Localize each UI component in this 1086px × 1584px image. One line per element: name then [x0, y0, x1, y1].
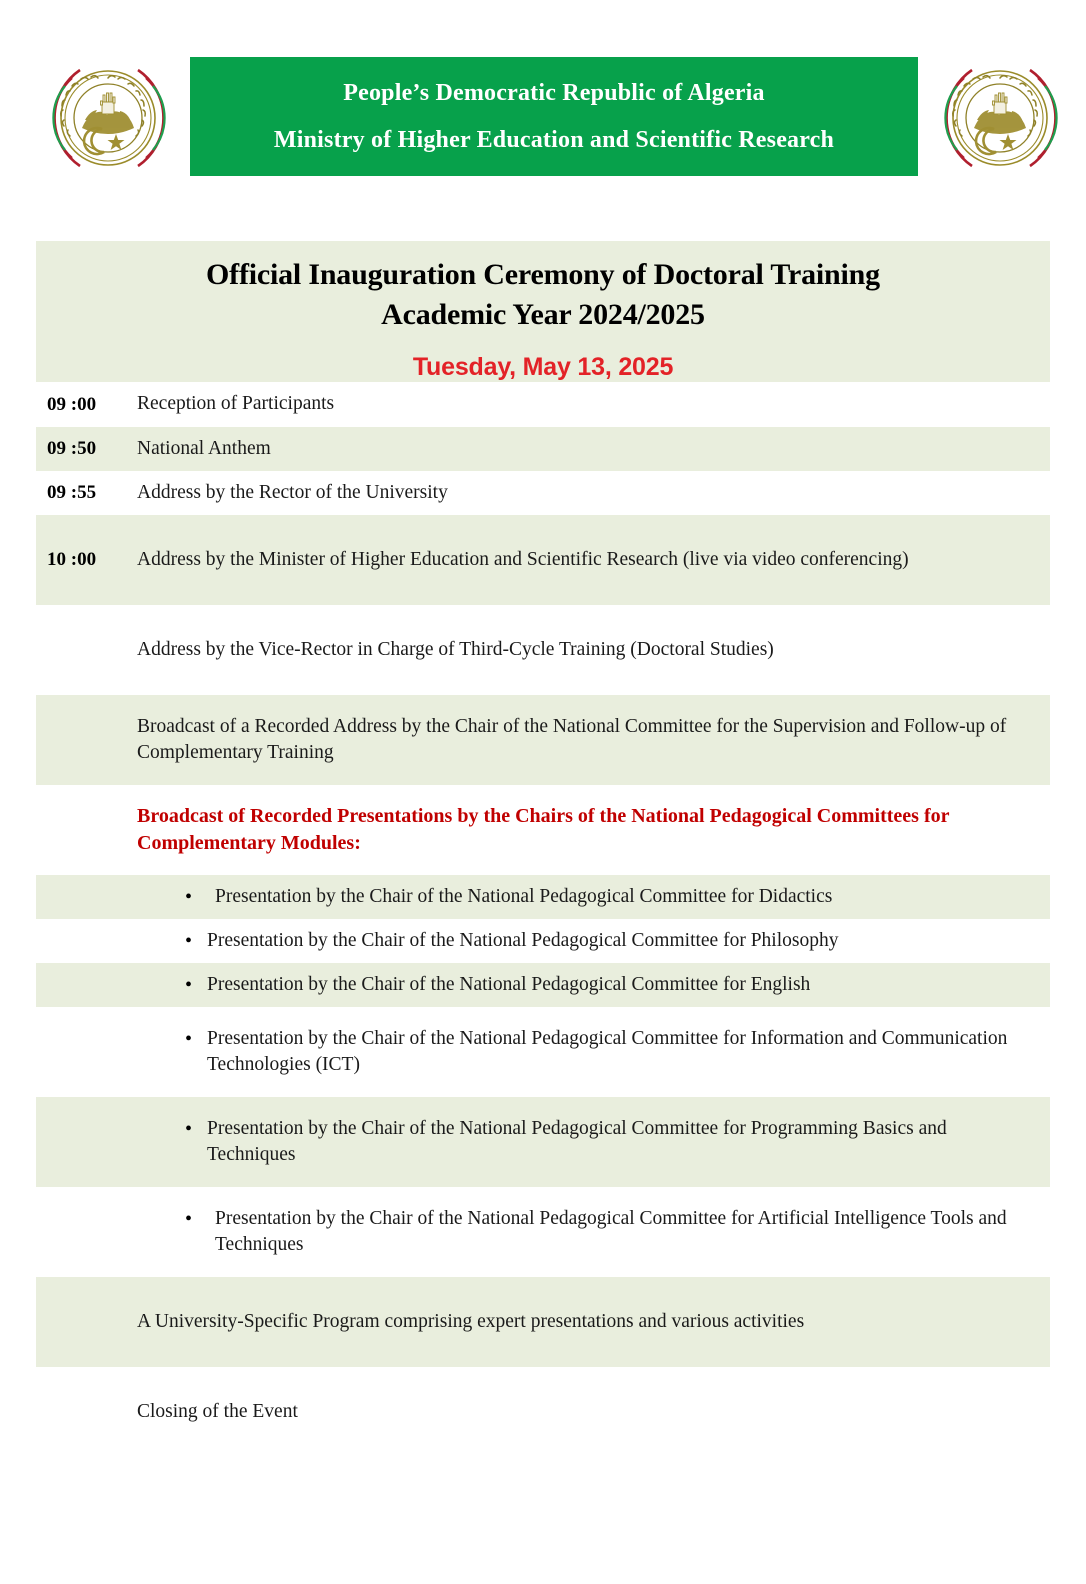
- row-description: Broadcast of a Recorded Address by the Chair of the National Committee for the Supervision and Follow-up of Complementary Training: [137, 715, 1007, 763]
- list-item: [36, 1097, 1050, 1187]
- row-time: 09 :55: [47, 482, 97, 503]
- row-description: Presentation by the Chair of the National Pedagogical Committee for English: [207, 973, 811, 995]
- row-description: Presentation by the Chair of the National Pedagogical Committee for Philosophy: [207, 929, 839, 951]
- bullet-icon: •: [185, 1207, 193, 1230]
- table-row: [36, 1367, 1050, 1457]
- bullet-icon: •: [185, 1117, 193, 1140]
- table-row: [36, 515, 1050, 605]
- bullet-icon: •: [185, 1027, 193, 1050]
- table-row: [36, 427, 1050, 471]
- table-row: [36, 471, 1050, 515]
- algeria-ministry-emblem-icon-right: [930, 48, 1070, 188]
- row-description: Closing of the Event: [137, 1400, 298, 1422]
- country-name: People’s Democratic Republic of Algeria: [343, 79, 765, 106]
- row-description: Presentation by the Chair of the National Pedagogical Committee for Didactics: [215, 885, 833, 907]
- row-description: Address by the Minister of Higher Education and Scientific Research (live via video conferencing): [137, 548, 909, 570]
- row-description: Presentation by the Chair of the National Pedagogical Committee for Information and Communication Technologies (ICT): [207, 1027, 1008, 1075]
- row-description: A University-Specific Program comprising expert presentations and various activities: [137, 1310, 805, 1332]
- page-title-block: [36, 241, 1050, 398]
- row-description-highlight: Broadcast of Recorded Presentations by the Chairs of the National Pedagogical Committees for Complementary Modules:: [137, 805, 950, 854]
- list-item: [36, 963, 1050, 1007]
- row-time: 10 :00: [47, 549, 97, 570]
- row-time: 09 :50: [47, 438, 97, 459]
- ministry-banner: [190, 57, 918, 176]
- row-description: National Anthem: [137, 437, 271, 459]
- document-header: [0, 48, 1086, 188]
- agenda-table: [36, 382, 1050, 1457]
- page-title-line1: Official Inauguration Ceremony of Doctoral Training: [206, 258, 880, 291]
- row-description: Address by the Vice-Rector in Charge of Third-Cycle Training (Doctoral Studies): [137, 638, 774, 660]
- list-item: [36, 919, 1050, 963]
- table-row: [36, 382, 1050, 427]
- event-date: Tuesday, May 13, 2025: [412, 352, 674, 381]
- row-description: Presentation by the Chair of the National Pedagogical Committee for Artificial Intelligence Tools and Techniques: [215, 1207, 1007, 1255]
- table-row: [36, 605, 1050, 695]
- row-description: Address by the Rector of the University: [137, 481, 448, 503]
- list-item: [36, 875, 1050, 919]
- page-title-line2: Academic Year 2024/2025: [381, 297, 705, 331]
- ministry-name: Ministry of Higher Education and Scientific Research: [273, 126, 835, 153]
- table-row: [36, 785, 1050, 875]
- algeria-ministry-emblem-icon-left: [38, 48, 178, 188]
- list-item: [36, 1187, 1050, 1277]
- row-description: Reception of Participants: [137, 393, 335, 415]
- bullet-icon: •: [185, 973, 193, 996]
- bullet-icon: •: [185, 885, 193, 908]
- bullet-icon: •: [185, 929, 193, 952]
- row-description: Presentation by the Chair of the National Pedagogical Committee for Programming Basics and Techniques: [207, 1117, 947, 1165]
- table-row: [36, 1277, 1050, 1367]
- list-item: [36, 1007, 1050, 1097]
- table-row: [36, 695, 1050, 785]
- row-time: 09 :00: [47, 393, 97, 415]
